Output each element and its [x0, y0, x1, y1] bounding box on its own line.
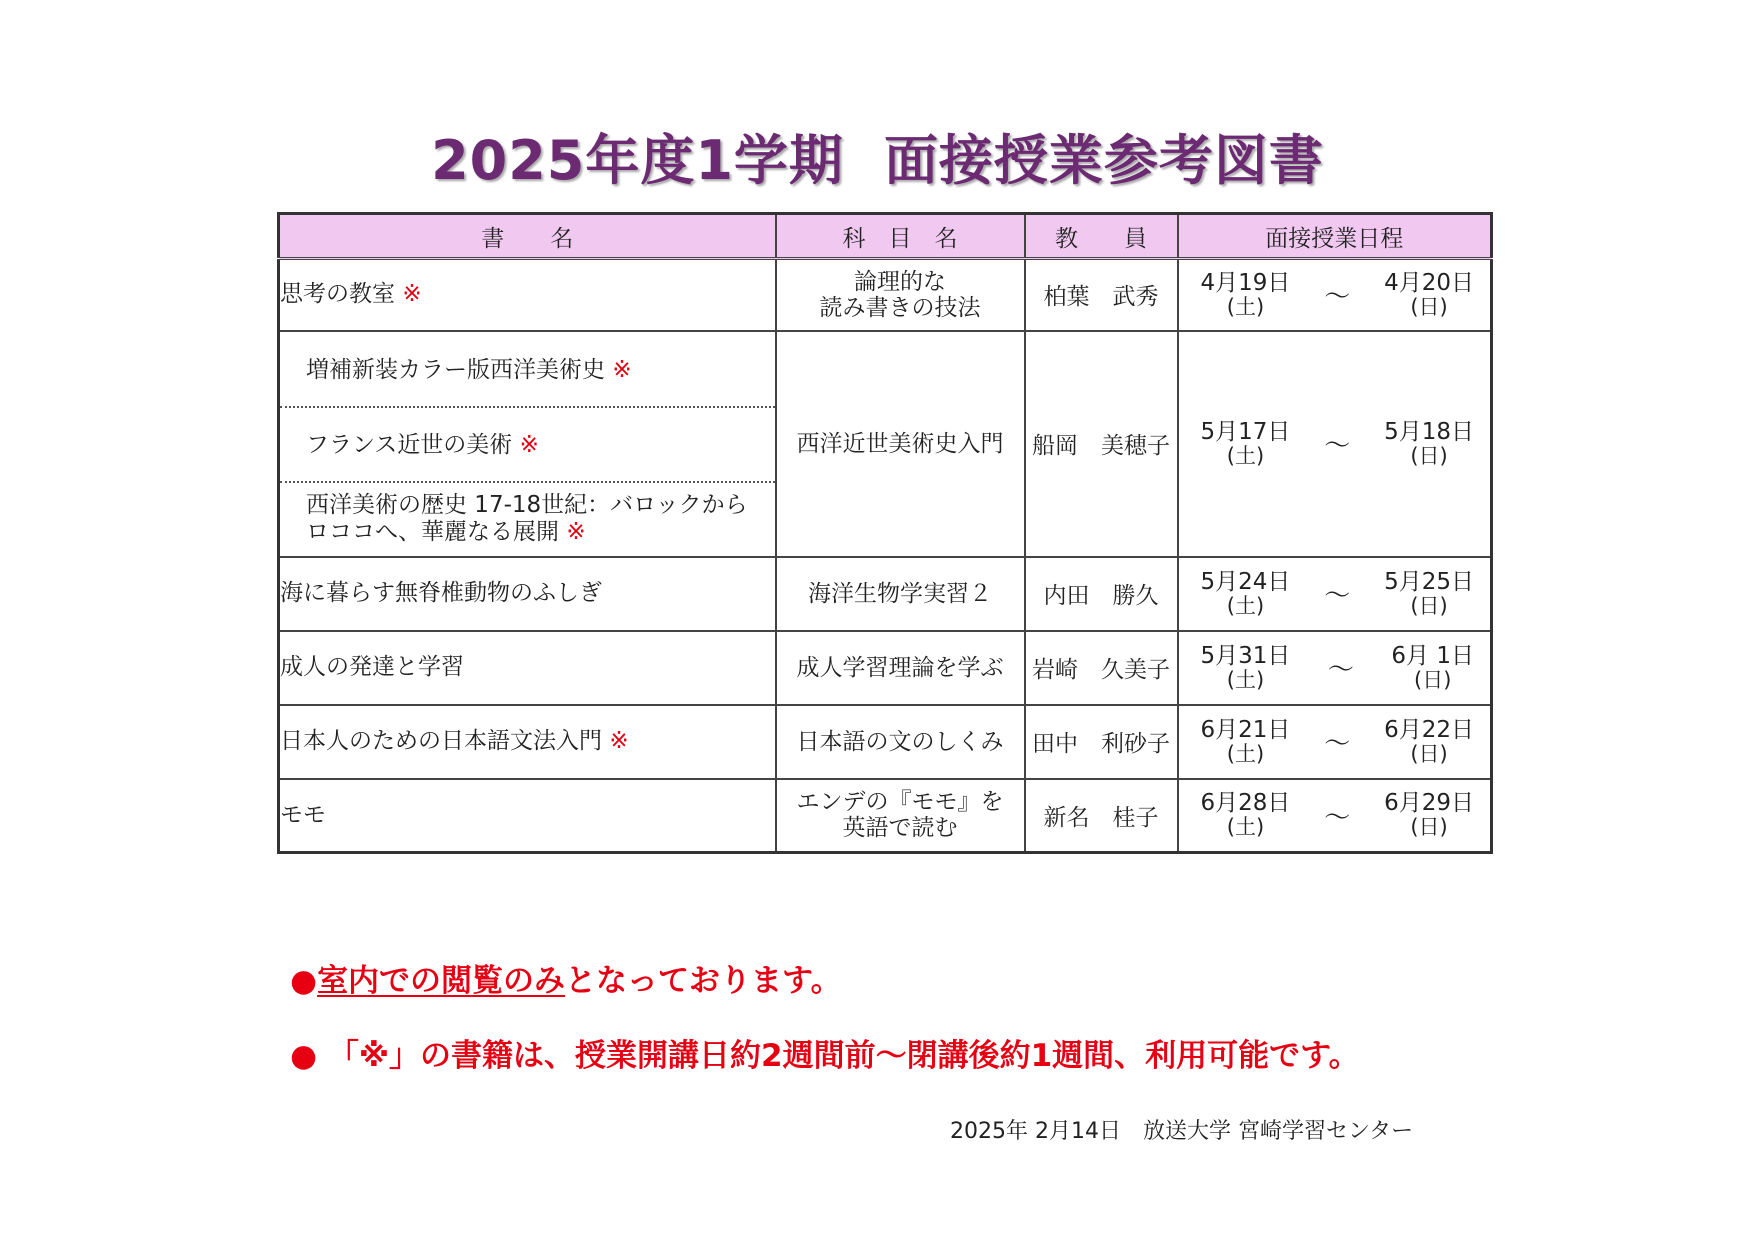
- subject-cell: エンデの『モモ』を 英語で読む: [776, 779, 1025, 853]
- note-reading-room-only: [290, 955, 842, 1000]
- book-title-cell: 日本人のための日本語文法入門 ※: [279, 705, 776, 779]
- table-row: [279, 779, 1492, 853]
- start-date: 5月17日 (土): [1200, 418, 1291, 468]
- schedule-cell: [1178, 779, 1492, 853]
- table-row: [279, 557, 1492, 631]
- bullet-icon: ●: [290, 1038, 318, 1074]
- page-title: [0, 118, 1755, 195]
- available-mark: ※: [402, 281, 422, 308]
- schedule-cell: [1178, 557, 1492, 631]
- end-date: 5月25日 (日): [1384, 568, 1474, 618]
- end-date: 5月18日 (日): [1384, 418, 1474, 468]
- table-row: [279, 705, 1492, 779]
- subject-cell: 成人学習理論を学ぶ: [776, 631, 1025, 705]
- book-title-cell: 思考の教室 ※: [279, 259, 776, 331]
- reference-books-table: [277, 212, 1493, 854]
- header-teacher: 教 員: [1025, 214, 1178, 259]
- book-title-cell: 海に暮らす無脊椎動物のふしぎ: [279, 557, 776, 631]
- start-date: 6月21日 (土): [1200, 716, 1291, 766]
- title-term: 2025年度1学期: [431, 129, 844, 192]
- table-row: [279, 331, 1492, 557]
- subject-cell: 西洋近世美術史入門: [776, 331, 1025, 557]
- tilde: ～: [1324, 802, 1351, 833]
- start-date: 5月24日 (土): [1200, 568, 1291, 618]
- tilde: ～: [1324, 431, 1351, 461]
- subject-cell: 論理的な 読み書きの技法: [776, 259, 1025, 331]
- end-date: 6月 1日 (日): [1391, 642, 1474, 692]
- schedule-cell: [1178, 331, 1492, 557]
- start-date: 4月19日 (土): [1200, 269, 1291, 319]
- available-mark: ※: [566, 518, 586, 545]
- available-mark: ※: [609, 728, 629, 754]
- bullet-icon: ●: [290, 963, 318, 999]
- schedule-cell: [1178, 631, 1492, 705]
- note1-underlined: 室内での閲覧のみ: [317, 963, 566, 999]
- end-date: 6月22日 (日): [1384, 716, 1474, 766]
- note1-rest: となっております。: [565, 963, 842, 999]
- teacher-cell: 船岡 美穂子: [1025, 331, 1178, 557]
- tilde: ～: [1324, 729, 1351, 759]
- note-availability: [290, 1030, 1360, 1075]
- teacher-cell: 内田 勝久: [1025, 557, 1178, 631]
- book-title: 増補新装カラー版西洋美術史 ※: [280, 333, 775, 408]
- teacher-cell: 岩崎 久美子: [1025, 631, 1178, 705]
- tilde: ～: [1324, 581, 1351, 611]
- available-mark: ※: [612, 356, 632, 383]
- header-schedule: 面接授業日程: [1178, 214, 1492, 259]
- tilde: ～: [1324, 282, 1351, 313]
- schedule-cell: [1178, 259, 1492, 331]
- book-title: 西洋美術の歴史 17-18世紀：バロックから ロココへ、華麗なる展開 ※: [306, 491, 748, 545]
- available-mark: ※: [519, 431, 539, 458]
- table-row: [279, 631, 1492, 705]
- book-title-cell: 成人の発達と学習: [279, 631, 776, 705]
- end-date: 4月20日 (日): [1384, 269, 1474, 319]
- subject-cell: 日本語の文のしくみ: [776, 705, 1025, 779]
- start-date: 5月31日 (土): [1200, 642, 1291, 692]
- book-title-cell: モモ: [279, 779, 776, 853]
- header-book: 書 名: [279, 214, 776, 259]
- teacher-cell: 新名 桂子: [1025, 779, 1178, 853]
- table-header-row: [279, 214, 1492, 259]
- header-subject: 科 目 名: [776, 214, 1025, 259]
- title-main: 面接授業参考図書: [883, 129, 1324, 192]
- schedule-cell: [1178, 705, 1492, 779]
- end-date: 6月29日 (日): [1384, 790, 1474, 840]
- book-title: フランス近世の美術 ※: [280, 408, 775, 483]
- note2-text: 「※」の書籍は、授業開講日約2週間前～閉講後約1週間、利用可能です。: [327, 1038, 1360, 1074]
- teacher-cell: 柏葉 武秀: [1025, 259, 1178, 331]
- footer-date-org: 2025年 2月14日 放送大学 宮崎学習センター: [950, 1119, 1414, 1144]
- book-title-group: [279, 331, 776, 557]
- subject-cell: 海洋生物学実習２: [776, 557, 1025, 631]
- teacher-cell: 田中 利砂子: [1025, 705, 1178, 779]
- table-row: [279, 259, 1492, 331]
- start-date: 6月28日 (土): [1200, 790, 1291, 840]
- tilde: ～: [1327, 655, 1354, 685]
